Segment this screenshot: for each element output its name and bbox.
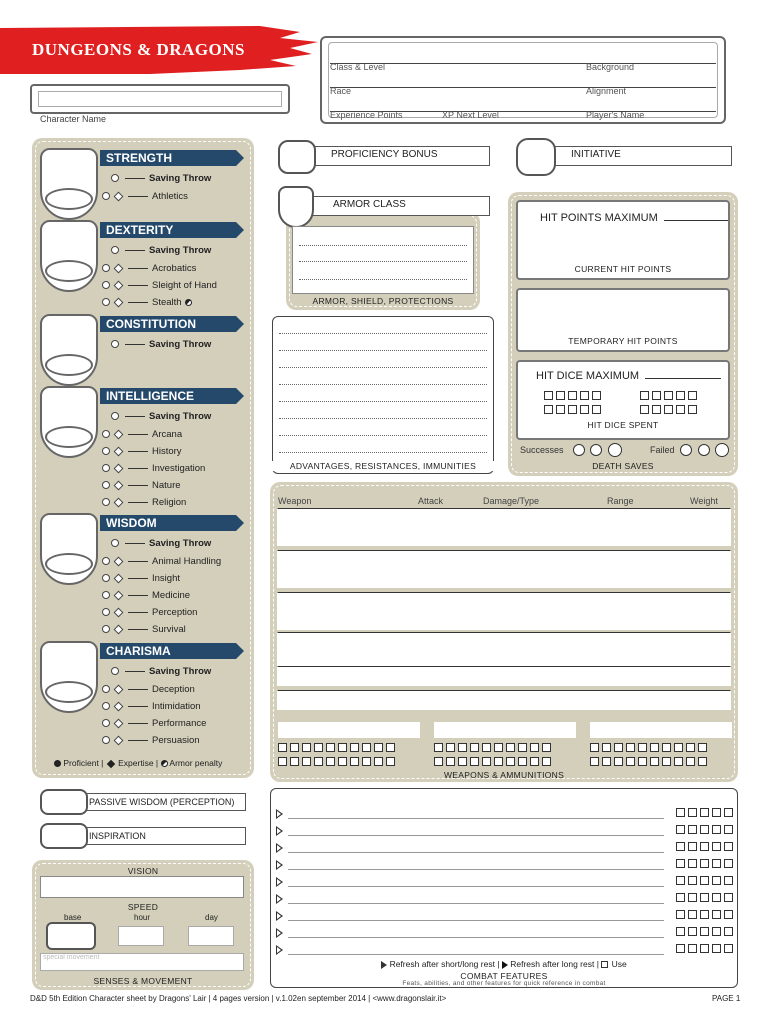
hit-dice-checkboxes-left[interactable] xyxy=(544,390,616,415)
hit-points-maximum-box[interactable] xyxy=(516,200,730,280)
temporary-hit-points-box[interactable] xyxy=(516,288,730,352)
xp-next-level-label: XP Next Level xyxy=(442,110,499,120)
combat-feature-row[interactable] xyxy=(276,909,736,923)
hit-points-maximum-label: HIT POINTS MAXIMUM xyxy=(540,212,728,224)
weapon-notes-row[interactable] xyxy=(277,666,731,686)
ability-name-banner: CHARISMA xyxy=(100,643,236,659)
advantage-line xyxy=(279,384,487,385)
inspiration-ribbon xyxy=(62,827,246,845)
combat-feature-row[interactable] xyxy=(276,824,736,838)
death-saves-failed-label: Failed xyxy=(650,445,675,455)
senses-caption: SENSES & MOVEMENT xyxy=(93,976,193,986)
weapons-column-weapon: Weapon xyxy=(278,496,312,506)
saving-throw-row[interactable]: Saving Throw xyxy=(111,537,211,551)
saving-throw-row[interactable]: Saving Throw xyxy=(111,172,211,186)
saving-throw-row[interactable]: Saving Throw xyxy=(111,410,211,424)
skill-row[interactable]: Stealth xyxy=(102,296,192,310)
speed-hour-field[interactable] xyxy=(118,926,164,946)
advantage-line xyxy=(279,367,487,368)
advantages-caption: ADVANTAGES, RESISTANCES, IMMUNITIES xyxy=(272,461,494,471)
experience-points-label: Experience Points xyxy=(330,110,403,120)
weapon-row[interactable] xyxy=(277,592,731,630)
ability-name-banner: STRENGTH xyxy=(100,150,236,166)
skill-row[interactable]: Deception xyxy=(102,683,195,697)
death-save-success-1[interactable] xyxy=(573,444,585,456)
combat-feature-row[interactable] xyxy=(276,943,736,957)
skill-row[interactable]: Persuasion xyxy=(102,734,200,748)
background-label: Background xyxy=(586,62,635,72)
skill-row[interactable]: Arcana xyxy=(102,428,182,442)
inspiration-field[interactable] xyxy=(40,823,88,849)
death-save-failure-3[interactable] xyxy=(715,443,729,457)
weapon-row[interactable] xyxy=(277,508,731,546)
weapons-column-attack: Attack xyxy=(418,496,444,506)
armor-class-ribbon xyxy=(308,196,490,216)
ammo-checkboxes[interactable] xyxy=(434,742,580,767)
armor-caption: ARMOR, SHIELD, PROTECTIONS xyxy=(312,296,454,306)
advantage-line xyxy=(279,435,487,436)
character-name-label: Character Name xyxy=(40,114,107,124)
speed-day-label: day xyxy=(205,913,218,922)
skill-row[interactable]: Sleight of Hand xyxy=(102,279,217,293)
speed-hour-label: hour xyxy=(134,913,151,922)
ability-name-banner: CONSTITUTION xyxy=(100,316,236,332)
logo-text: DUNGEONS & DRAGONS xyxy=(32,40,246,59)
weapons-column-range: Range xyxy=(607,496,634,506)
race-label: Race xyxy=(330,86,352,96)
ability-modifier-field[interactable] xyxy=(45,426,93,448)
proficiency-bonus-ribbon xyxy=(308,146,490,166)
ammo-checkboxes[interactable] xyxy=(278,742,424,767)
skill-row[interactable]: Acrobatics xyxy=(102,262,196,276)
speed-base-label: base xyxy=(64,913,82,922)
death-save-success-3[interactable] xyxy=(608,443,622,457)
ability-modifier-field[interactable] xyxy=(45,260,93,282)
ability-name-banner: DEXTERITY xyxy=(100,222,236,238)
death-save-failure-2[interactable] xyxy=(698,444,710,456)
skill-row[interactable]: Intimidation xyxy=(102,700,201,714)
combat-feature-row[interactable] xyxy=(276,807,736,821)
hit-dice-checkboxes-right[interactable] xyxy=(640,390,712,415)
combat-feature-row[interactable] xyxy=(276,858,736,872)
proficiency-bonus-field[interactable] xyxy=(278,140,316,174)
passive-wisdom-ribbon xyxy=(62,793,246,811)
ammo-name-field[interactable] xyxy=(278,722,420,738)
advantages-box[interactable] xyxy=(272,316,494,474)
ability-modifier-field[interactable] xyxy=(45,553,93,575)
ability-modifier-field[interactable] xyxy=(45,188,93,210)
armor-class-field[interactable] xyxy=(278,186,314,228)
advantage-line xyxy=(279,401,487,402)
hit-dice-maximum-label: HIT DICE MAXIMUM xyxy=(536,370,721,382)
header-info-box xyxy=(320,36,726,124)
skill-row[interactable]: Religion xyxy=(102,496,186,510)
skill-row[interactable]: Investigation xyxy=(102,462,205,476)
ability-name-banner: INTELLIGENCE xyxy=(100,388,236,404)
skill-row[interactable]: Survival xyxy=(102,623,186,637)
death-saves-caption: DEATH SAVES xyxy=(592,461,654,471)
ammo-name-field[interactable] xyxy=(590,722,732,738)
advantage-line xyxy=(279,452,487,453)
current-hit-points-label: CURRENT HIT POINTS xyxy=(574,264,672,274)
vision-field[interactable] xyxy=(40,876,244,898)
hit-dice-box[interactable] xyxy=(516,360,730,440)
armor-class-label: ARMOR CLASS xyxy=(333,199,406,210)
saving-throw-row[interactable]: Saving Throw xyxy=(111,338,211,352)
passive-wisdom-label: PASSIVE WISDOM (PERCEPTION) xyxy=(89,797,235,807)
skill-row[interactable]: Medicine xyxy=(102,589,190,603)
weapons-column-damage-type: Damage/Type xyxy=(483,496,540,506)
special-movement-label: special movement xyxy=(43,954,100,961)
skill-row[interactable]: Performance xyxy=(102,717,206,731)
armor-list[interactable] xyxy=(292,226,474,294)
inspiration-label: INSPIRATION xyxy=(89,831,146,841)
skill-row[interactable]: Athletics xyxy=(102,190,188,204)
character-name-field[interactable] xyxy=(30,84,290,114)
weapon-row[interactable] xyxy=(277,550,731,588)
death-save-failure-1[interactable] xyxy=(680,444,692,456)
advantage-line xyxy=(279,350,487,351)
initiative-label: INITIATIVE xyxy=(571,149,621,160)
combat-feature-row[interactable] xyxy=(276,875,736,889)
armor-penalty-icon xyxy=(185,299,192,306)
initiative-field[interactable] xyxy=(516,138,556,176)
combat-legend: Refresh after short/long rest | Refresh after long rest | Use xyxy=(272,959,736,969)
proficiency-bonus-label: PROFICIENCY BONUS xyxy=(331,149,438,160)
weapons-caption: WEAPONS & AMMUNITIONS xyxy=(443,770,565,780)
combat-feature-row[interactable] xyxy=(276,841,736,855)
page-number: PAGE 1 xyxy=(712,994,741,1003)
weapons-column-weight: Weight xyxy=(690,496,718,506)
vision-label: VISION xyxy=(127,866,159,876)
ability-modifier-field[interactable] xyxy=(45,681,93,703)
combat-features-caption: COMBAT FEATURES xyxy=(460,971,548,981)
players-name-label: Player's Name xyxy=(586,110,645,120)
initiative-ribbon xyxy=(546,146,732,166)
hit-dice-spent-label: HIT DICE SPENT xyxy=(587,420,659,430)
skill-row[interactable]: Perception xyxy=(102,606,197,620)
ability-name-banner: WISDOM xyxy=(100,515,236,531)
death-saves-successes-label: Successes xyxy=(520,445,564,455)
temporary-hit-points-label: TEMPORARY HIT POINTS xyxy=(568,336,678,346)
special-movement-field[interactable] xyxy=(40,953,244,971)
skill-row[interactable]: Insight xyxy=(102,572,180,586)
weapon-notes-row[interactable] xyxy=(277,690,731,710)
speed-day-field[interactable] xyxy=(188,926,234,946)
death-save-success-2[interactable] xyxy=(590,444,602,456)
combat-feature-row[interactable] xyxy=(276,892,736,906)
combat-feature-row[interactable] xyxy=(276,926,736,940)
advantage-line xyxy=(279,418,487,419)
passive-wisdom-field[interactable] xyxy=(40,789,88,815)
class-level-label: Class & Level xyxy=(330,62,386,72)
speed-label: SPEED xyxy=(127,902,159,912)
skill-row[interactable]: Animal Handling xyxy=(102,555,221,569)
skill-legend: Proficient | Expertise | Armor penalty xyxy=(54,758,222,768)
logo-banner xyxy=(0,24,320,76)
weapon-row[interactable] xyxy=(277,632,731,670)
ability-modifier-field[interactable] xyxy=(45,354,93,376)
skill-row[interactable]: Nature xyxy=(102,479,181,493)
alignment-label: Alignment xyxy=(586,86,627,96)
saving-throw-row[interactable]: Saving Throw xyxy=(111,665,211,679)
footer-credit: D&D 5th Edition Character sheet by Dragons' Lair | 4 pages version | v.1.02en september 2014 | <www.dragonslair.it> xyxy=(30,994,447,1003)
ammo-name-field[interactable] xyxy=(434,722,576,738)
combat-features-subcaption: Feats, abilities, and other features for quick reference in combat xyxy=(402,980,606,987)
saving-throw-row[interactable]: Saving Throw xyxy=(111,244,211,258)
advantage-line xyxy=(279,333,487,334)
ammo-checkboxes[interactable] xyxy=(590,742,736,767)
speed-base-field[interactable] xyxy=(46,922,96,950)
skill-row[interactable]: History xyxy=(102,445,182,459)
